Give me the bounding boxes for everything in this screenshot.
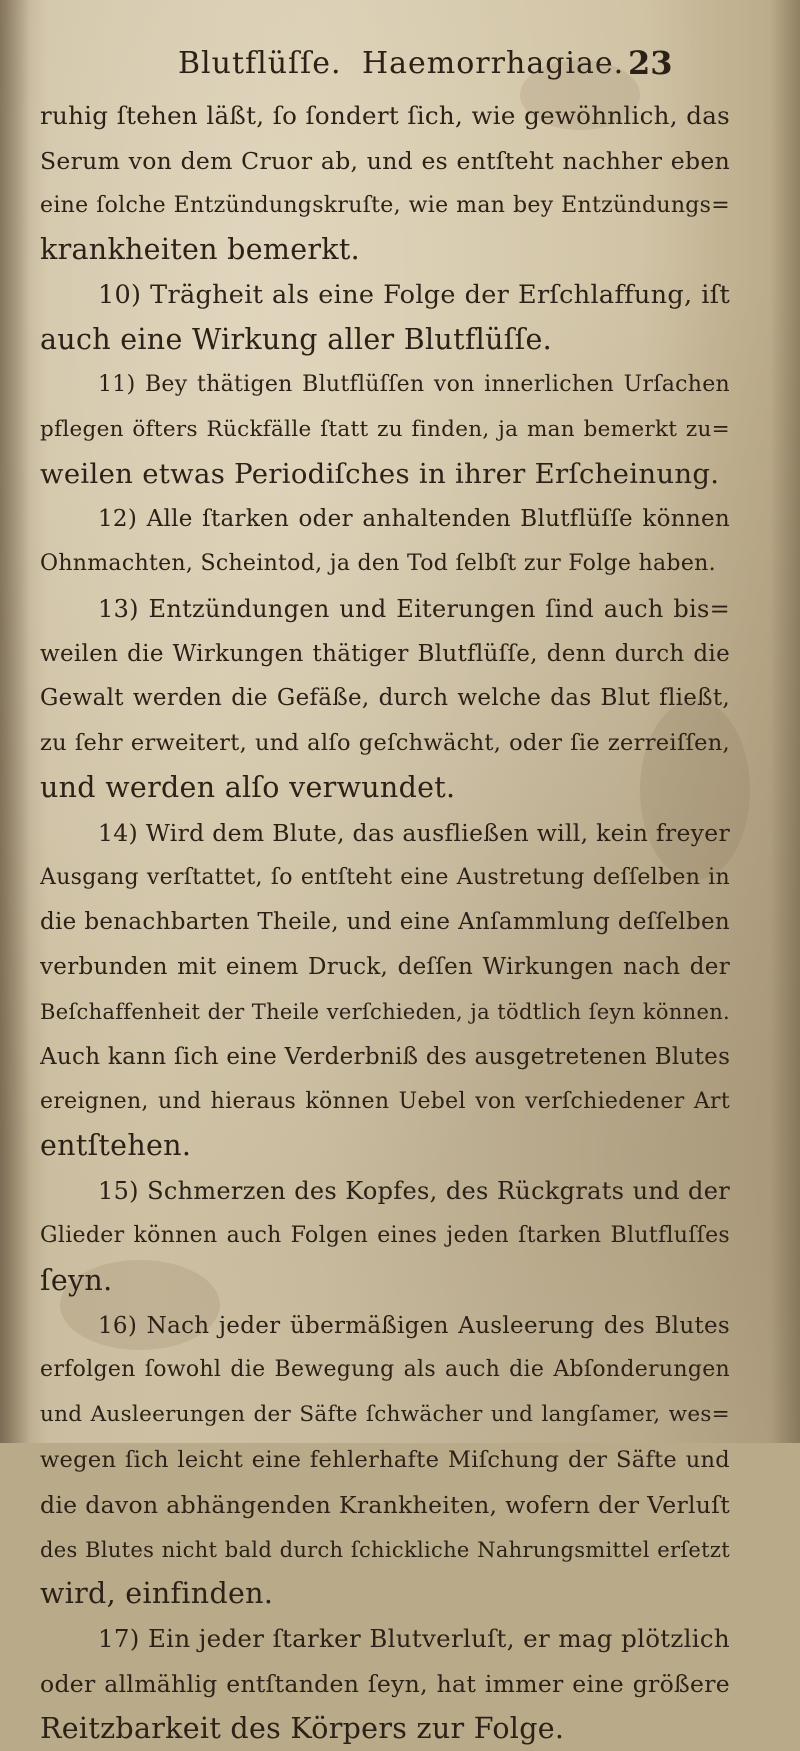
text-line: Ausgang verſtattet, ſo entſteht eine Austretung deſſelben in	[40, 864, 730, 890]
text-line: Serum von dem Cruor ab, und es entſteht nachher eben	[40, 146, 730, 175]
text-line: erfolgen ſowohl die Bewegung als auch die Abſonderungen	[40, 1357, 730, 1383]
text-line: weilen etwas Periodiſches in ihrer Erſcheinung.	[40, 458, 720, 491]
text-line: ruhig ſtehen läßt, ſo ſondert ſich, wie gewöhnlich, das	[40, 101, 730, 130]
running-head	[0, 40, 800, 90]
text-line: 12) Alle ſtarken oder anhaltenden Blutflüſſe können	[98, 506, 730, 533]
text-line: verbunden mit einem Druck, deſſen Wirkungen nach der	[40, 954, 730, 981]
text-line: 11) Bey thätigen Blutflüſſen von innerlichen Urſachen	[98, 371, 730, 397]
text-line: wird, einfinden.	[40, 1577, 274, 1611]
running-head-latin-title: Haemorrhagiae.	[362, 46, 625, 81]
page-number: 23	[628, 44, 673, 82]
text-line: die benachbarten Theile, und eine Anſammlung deſſelben	[40, 909, 730, 936]
page-edge-right	[770, 0, 800, 1443]
text-line: ereignen, und hieraus können Uebel von verſchiedener Art	[40, 1088, 730, 1114]
running-head-german-title: Blutflüſſe.	[178, 46, 342, 81]
text-line: und werden alſo verwundet.	[40, 770, 456, 804]
text-line: 13) Entzündungen und Eiterungen ſind auch bis=	[98, 594, 730, 623]
text-line: entſtehen.	[40, 1129, 192, 1163]
text-line: oder allmählig entſtanden ſeyn, hat immer eine größere	[40, 1669, 730, 1698]
text-line: des Blutes nicht bald durch ſchickliche Nahrungsmittel erſetzt	[40, 1537, 730, 1562]
text-line: auch eine Wirkung aller Blutflüſſe.	[40, 322, 552, 356]
text-line: Reitzbarkeit des Körpers zur Folge.	[40, 1711, 565, 1745]
text-line: krankheiten bemerkt.	[40, 233, 360, 267]
text-line: Ohnmachten, Scheintod, ja den Tod ſelbſt zur Folge haben.	[40, 550, 716, 576]
text-line: 17) Ein jeder ſtarker Blutverluſt, er mag plötzlich	[98, 1624, 730, 1654]
text-line: eine ſolche Entzündungskruſte, wie man bey Entzündungs=	[40, 192, 730, 218]
text-line: die davon abhängenden Krankheiten, wofern der Verluſt	[40, 1490, 730, 1519]
text-line: und Ausleerungen der Säfte ſchwächer und langſamer, wes=	[40, 1402, 730, 1428]
text-line: Glieder können auch Folgen eines jeden ſtarken Blutfluſſes	[40, 1222, 730, 1248]
body-text	[40, 94, 730, 1751]
text-line: weilen die Wirkungen thätiger Blutflüſſe, denn durch die	[40, 640, 730, 667]
text-line: 16) Nach jeder übermäßigen Ausleerung des Blutes	[98, 1312, 730, 1339]
text-line: ſeyn.	[40, 1263, 113, 1297]
page-edge-left	[0, 0, 30, 1443]
text-line: 15) Schmerzen des Kopfes, des Rückgrats und der	[98, 1177, 730, 1206]
text-line: Beſchaffenheit der Theile verſchieden, ja tödtlich ſeyn können.	[40, 999, 730, 1024]
text-line: 10) Trägheit als eine Folge der Erſchlaffung, iſt	[98, 280, 730, 311]
text-line: Auch kann ſich eine Verderbniß des ausgetretenen Blutes	[40, 1043, 730, 1070]
text-line: pflegen öfters Rückfälle ſtatt zu finden, ja man bemerkt zu=	[40, 416, 730, 442]
text-line: wegen ſich leicht eine fehlerhafte Miſchung der Säfte und	[40, 1446, 730, 1473]
text-line: 14) Wird dem Blute, das ausfließen will, kein freyer	[98, 818, 730, 847]
text-line: zu ſehr erweitert, und alſo geſchwächt, oder ſie zerreiſſen,	[40, 730, 730, 757]
text-line: Gewalt werden die Gefäße, durch welche das Blut fließt,	[40, 685, 730, 712]
